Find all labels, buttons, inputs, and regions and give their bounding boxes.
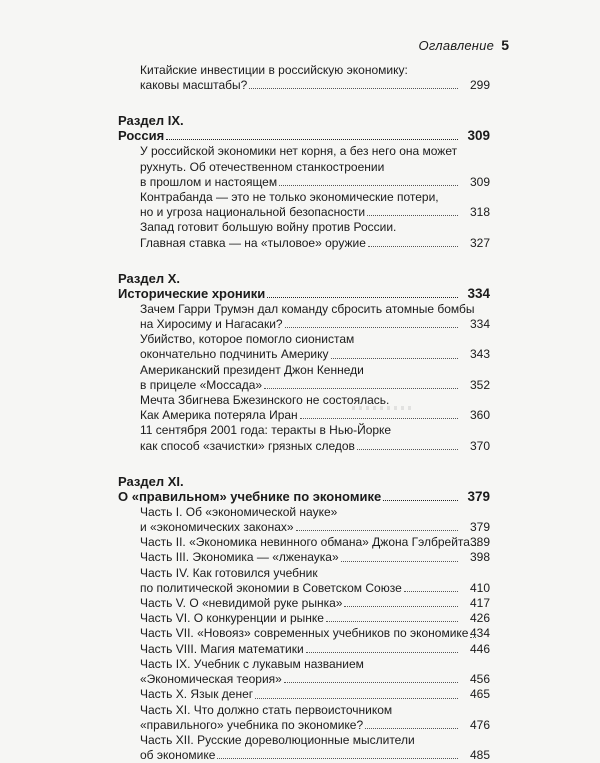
dot-leader [285, 327, 458, 328]
toc-entry[interactable] [118, 596, 490, 611]
section-title-entry[interactable] [118, 128, 490, 144]
entry-page-number: 434 [469, 626, 490, 641]
entry-page-number: 299 [469, 78, 490, 93]
entry-last-line [140, 596, 460, 611]
entry-page-number: 360 [469, 408, 490, 423]
entry-title-line: Часть V. О «невидимой руке рынка» [140, 596, 343, 611]
toc-section [118, 113, 490, 250]
page-header [0, 38, 600, 56]
entry-last-line [118, 286, 460, 302]
toc-entry[interactable] [118, 626, 490, 641]
entry-last-line [140, 378, 460, 393]
dot-leader [217, 758, 458, 759]
dot-leader [357, 449, 458, 450]
entry-title-line: и «экономических законах» [140, 520, 294, 535]
entry-page-number: 389 [469, 535, 490, 550]
entry-title-line: на Хиросиму и Нагасаки? [140, 317, 283, 332]
dot-leader [284, 682, 458, 683]
entry-page-number: 410 [469, 580, 490, 595]
toc-entry[interactable] [118, 535, 490, 550]
entry-last-line [140, 205, 460, 220]
entry-page-number: 476 [469, 717, 490, 732]
dot-leader [249, 88, 458, 89]
entry-page-number: 456 [469, 672, 490, 687]
entry-title-line: 11 сентября 2001 года: теракты в Нью-Йорке [140, 423, 392, 438]
section-title: Исторические хроники [118, 285, 266, 301]
section-title: Россия [118, 128, 165, 144]
toc-entry[interactable] [118, 657, 490, 687]
page-number: 5 [501, 37, 509, 53]
section-label: Раздел IX. [118, 113, 184, 129]
toc-entry[interactable] [118, 63, 490, 93]
entry-last-line [118, 128, 460, 144]
dot-leader [365, 728, 458, 729]
section-title: О «правильном» учебнике по экономике [118, 488, 382, 504]
entry-last-line [140, 520, 460, 535]
entry-title-line: Часть X. Язык денег [140, 687, 254, 702]
entry-page-number: 465 [469, 687, 490, 702]
toc-entry[interactable] [118, 363, 490, 393]
entry-title-line: Контрабанда — это не только экономические потери, [140, 190, 439, 205]
entry-title-line: Часть XII. Русские дореволюционные мыслители [140, 732, 415, 747]
dot-leader [255, 698, 458, 699]
entry-page-number: 318 [469, 205, 490, 220]
toc-entry[interactable] [118, 566, 490, 596]
entry-title-line: Часть IV. Как готовился учебник [140, 565, 318, 580]
dot-leader [344, 606, 458, 607]
entry-last-line [140, 78, 460, 93]
toc-entry[interactable] [118, 220, 490, 250]
entry-title-line: окончательно подчинить Америку [140, 347, 329, 362]
entry-title-line: Мечта Збигнева Бжезинского не состоялась. [140, 393, 390, 408]
toc-entry[interactable] [118, 703, 490, 733]
toc-section [118, 271, 490, 454]
entry-page-number: 446 [469, 641, 490, 656]
section-page-number: 334 [467, 285, 490, 301]
entry-title-line: Китайские инвестиции в российскую экономику: [140, 63, 408, 77]
entry-title-line: Часть III. Экономика — «лженаука» [140, 550, 339, 565]
entry-last-line [140, 550, 460, 565]
entry-last-line [140, 347, 460, 362]
entry-title-line: Как Америка потеряла Иран [140, 408, 298, 423]
entry-last-line [140, 236, 460, 251]
entry-title-line: об экономике [140, 748, 216, 763]
entry-last-line [140, 535, 470, 550]
entry-last-line [118, 489, 460, 505]
entry-title-line: каковы масштабы? [140, 78, 248, 93]
entry-last-line [140, 581, 460, 596]
toc-entry[interactable] [118, 332, 490, 362]
entry-last-line [140, 718, 460, 733]
entry-title-line: Часть I. Об «экономической науке» [140, 504, 338, 519]
dot-leader [367, 215, 458, 216]
toc-entry[interactable] [118, 505, 490, 535]
entry-page-number: 343 [469, 347, 490, 362]
dot-leader [166, 139, 458, 140]
section-title-entry[interactable] [118, 286, 490, 302]
entry-title-line: Часть XI. Что должно стать первоисточником [140, 702, 393, 717]
entry-title-line: Главная ставка — на «тыловое» оружие [140, 235, 366, 250]
entry-last-line [140, 642, 460, 657]
entry-title-line: но и угроза национальной безопасности [140, 205, 366, 220]
toc-entry[interactable] [118, 733, 490, 763]
running-title: Оглавление [418, 38, 494, 53]
entry-title-line: в прицеле «Моссада» [140, 377, 263, 392]
toc-entry[interactable] [118, 611, 490, 626]
entry-page-number: 370 [469, 438, 490, 453]
entry-page-number: 352 [469, 377, 490, 392]
toc-entry[interactable] [118, 393, 490, 423]
section-title-entry[interactable] [118, 489, 490, 505]
entry-title-line: по политической экономии в Советском Союзе [140, 580, 402, 595]
toc-entry[interactable] [118, 423, 490, 453]
entry-last-line [140, 408, 460, 423]
entry-last-line [140, 748, 460, 763]
entry-title-line: Часть VII. «Новояз» современных учебников по экономике [140, 626, 469, 641]
entry-title-line: У российской экономики нет корня, а без него она может [140, 144, 458, 159]
entry-page-number: 417 [469, 596, 490, 611]
toc-entry[interactable] [118, 190, 490, 220]
entry-title-line: «правильного» учебника по экономике? [140, 717, 364, 732]
section-page-number: 309 [467, 128, 490, 144]
entry-page-number: 327 [469, 235, 490, 250]
entry-last-line [140, 439, 460, 454]
dot-leader [404, 591, 458, 592]
entry-last-line [140, 317, 460, 332]
toc-entry[interactable] [118, 144, 490, 190]
entry-title-line: Часть VI. О конкуренции и рынке [140, 611, 324, 626]
entry-page-number: 334 [469, 317, 490, 332]
entry-title-line: Запад готовит большую войну против России. [140, 220, 397, 235]
dot-leader [296, 530, 458, 531]
entry-last-line [140, 672, 460, 687]
entry-last-line [140, 626, 469, 641]
toc-entry[interactable] [118, 550, 490, 565]
entry-title-line: Американский президент Джон Кеннеди [140, 362, 364, 377]
entry-title-line: «Экономическая теория» [140, 672, 282, 687]
toc-entry[interactable] [118, 687, 490, 702]
entry-page-number: 485 [469, 748, 490, 763]
entry-title-line: Убийство, которое помогло сионистам [140, 332, 355, 347]
dot-leader [383, 500, 458, 501]
dot-leader [326, 621, 458, 622]
dot-leader [368, 246, 458, 247]
toc-entry[interactable] [118, 642, 490, 657]
dot-leader [267, 297, 458, 298]
entry-title-line: Часть IX. Учебник с лукавым названием [140, 656, 364, 671]
section-label: Раздел X. [118, 270, 180, 286]
dot-leader [300, 418, 458, 419]
entry-last-line [140, 687, 460, 702]
entry-title-line: в прошлом и настоящем [140, 174, 278, 189]
toc-entry[interactable] [118, 302, 490, 332]
entry-last-line [140, 611, 460, 626]
dot-leader [264, 388, 458, 389]
dot-leader [331, 358, 458, 359]
entry-title-line: рухнуть. Об отечественном станкостроении [140, 159, 385, 174]
dot-leader [279, 185, 458, 186]
dot-leader [341, 561, 458, 562]
toc-section [118, 474, 490, 763]
table-of-contents [118, 63, 490, 763]
entry-page-number: 309 [469, 174, 490, 189]
entry-title-line: Часть II. «Экономика невинного обмана» Джона Гэлбрейта [140, 535, 470, 550]
entry-page-number: 379 [469, 520, 490, 535]
entry-title-line: как способ «зачистки» грязных следов [140, 438, 355, 453]
entry-page-number: 426 [469, 611, 490, 626]
dot-leader [306, 652, 458, 653]
entry-last-line [140, 175, 460, 190]
section-label: Раздел XI. [118, 473, 184, 489]
entry-page-number: 398 [469, 550, 490, 565]
entry-title-line: Часть VIII. Магия математики [140, 641, 304, 656]
section-page-number: 379 [467, 488, 490, 504]
entry-title-line: Зачем Гарри Трумэн дал команду сбросить атомные бомбы [140, 301, 475, 316]
